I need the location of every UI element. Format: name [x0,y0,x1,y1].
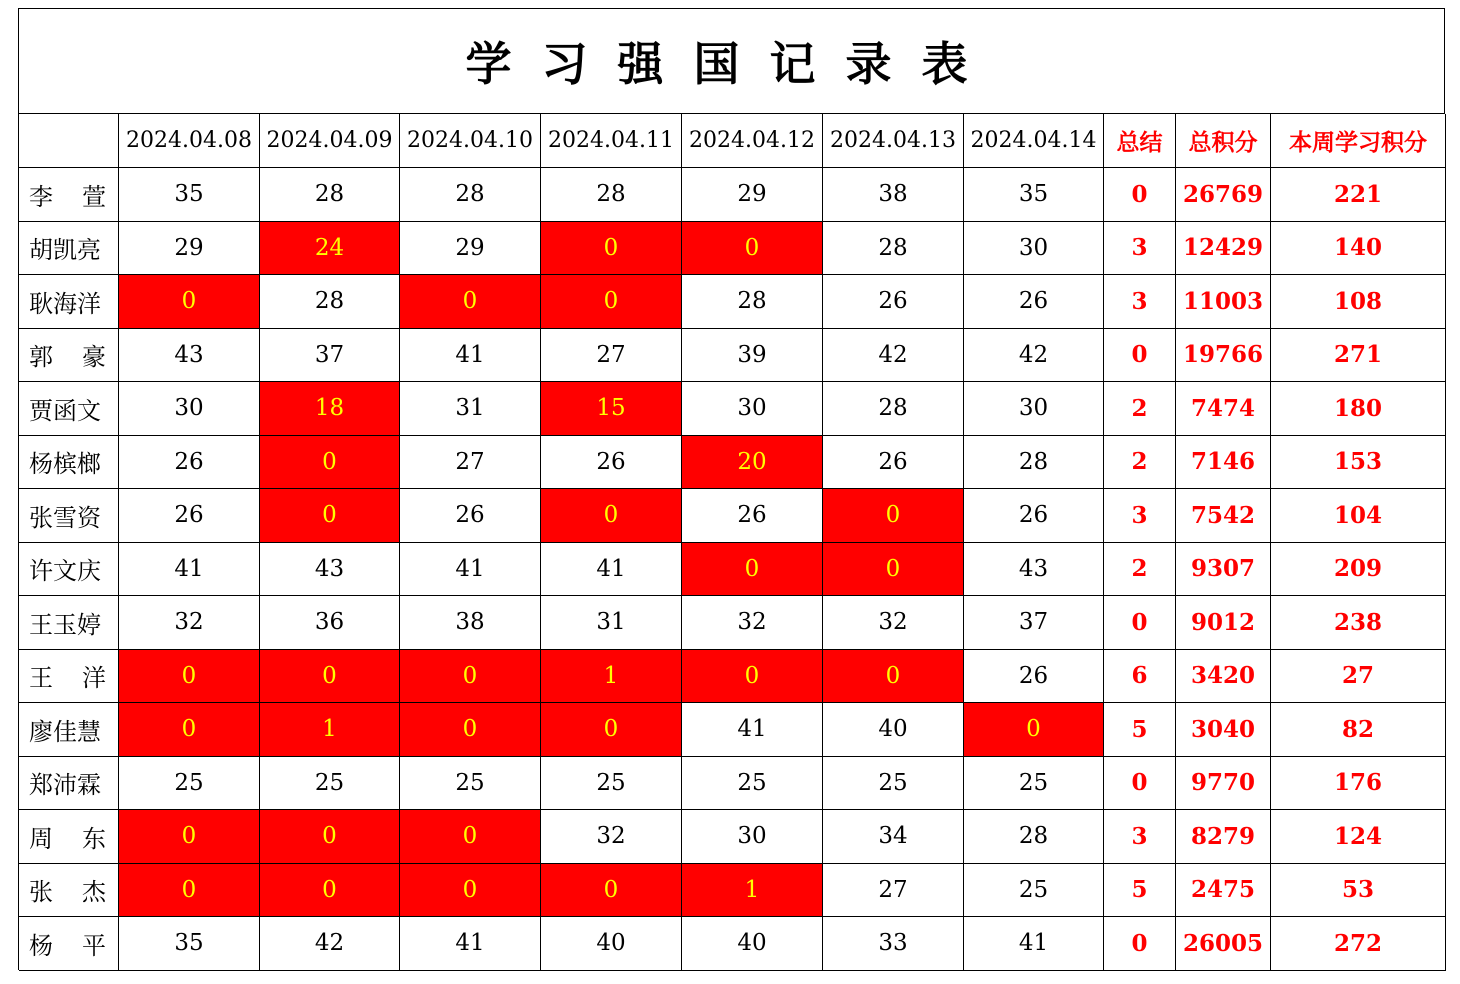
daily-score-cell: 25 [682,757,823,811]
daily-score-cell: 26 [964,650,1104,704]
header-date-7: 2024.04.14 [964,114,1104,168]
record-table [19,114,1446,971]
summary-cell: 3 [1104,222,1176,276]
row-name: 王玉婷 [19,596,119,650]
header-week-points: 本周学习积分 [1271,114,1446,168]
daily-score-cell: 37 [964,596,1104,650]
daily-score-cell: 34 [823,810,964,864]
daily-score-cell: 28 [260,168,400,222]
daily-score-cell: 0 [682,650,823,704]
daily-score-cell: 31 [400,382,541,436]
name-char: 洋 [82,664,106,693]
row-name [19,168,119,222]
summary-cell: 0 [1104,168,1176,222]
header-date-2: 2024.04.09 [260,114,400,168]
summary-cell: 0 [1104,917,1176,971]
daily-score-cell: 41 [119,543,260,597]
row-name [19,810,119,864]
daily-score-cell: 30 [682,382,823,436]
daily-score-cell: 30 [964,222,1104,276]
daily-score-cell: 32 [682,596,823,650]
summary-cell: 3 [1104,489,1176,543]
daily-score-cell: 43 [964,543,1104,597]
daily-score-cell: 42 [260,917,400,971]
daily-score-cell: 29 [119,222,260,276]
daily-score-cell: 28 [541,168,682,222]
daily-score-cell: 0 [541,222,682,276]
daily-score-cell: 0 [541,275,682,329]
summary-cell: 6 [1104,650,1176,704]
summary-cell: 0 [1104,757,1176,811]
row-name: 耿海洋 [19,275,119,329]
daily-score-cell: 25 [119,757,260,811]
daily-score-cell: 0 [541,864,682,918]
daily-score-cell: 26 [964,489,1104,543]
daily-score-cell: 0 [119,703,260,757]
daily-score-cell: 41 [400,329,541,383]
daily-score-cell: 0 [823,543,964,597]
daily-score-cell: 0 [260,810,400,864]
daily-score-cell: 27 [823,864,964,918]
week-points-cell: 82 [1271,703,1446,757]
name-char: 张 [29,878,53,907]
daily-score-cell: 42 [964,329,1104,383]
daily-score-cell: 25 [964,864,1104,918]
daily-score-cell: 26 [964,275,1104,329]
daily-score-cell: 28 [682,275,823,329]
row-name [19,864,119,918]
row-name: 杨槟榔 [19,436,119,490]
daily-score-cell: 36 [260,596,400,650]
daily-score-cell: 0 [682,543,823,597]
total-points-cell: 7474 [1176,382,1271,436]
daily-score-cell: 26 [541,436,682,490]
summary-cell: 2 [1104,543,1176,597]
header-date-3: 2024.04.10 [400,114,541,168]
daily-score-cell: 41 [964,917,1104,971]
daily-score-cell: 0 [400,864,541,918]
week-points-cell: 238 [1271,596,1446,650]
summary-cell: 3 [1104,275,1176,329]
daily-score-cell: 24 [260,222,400,276]
daily-score-cell: 0 [119,650,260,704]
daily-score-cell: 0 [400,810,541,864]
daily-score-cell: 40 [682,917,823,971]
daily-score-cell: 41 [400,917,541,971]
daily-score-cell: 30 [682,810,823,864]
daily-score-cell: 37 [260,329,400,383]
name-char: 杨 [29,931,53,960]
daily-score-cell: 25 [823,757,964,811]
row-name: 许文庆 [19,543,119,597]
daily-score-cell: 0 [541,489,682,543]
daily-score-cell: 0 [823,489,964,543]
daily-score-cell: 29 [682,168,823,222]
total-points-cell: 11003 [1176,275,1271,329]
week-points-cell: 53 [1271,864,1446,918]
week-points-cell: 209 [1271,543,1446,597]
summary-cell: 3 [1104,810,1176,864]
daily-score-cell: 32 [119,596,260,650]
daily-score-cell: 43 [119,329,260,383]
daily-score-cell: 0 [260,864,400,918]
total-points-cell: 3040 [1176,703,1271,757]
daily-score-cell: 0 [400,275,541,329]
summary-cell: 5 [1104,864,1176,918]
daily-score-cell: 26 [119,436,260,490]
daily-score-cell: 1 [260,703,400,757]
row-name: 张雪资 [19,489,119,543]
daily-score-cell: 25 [541,757,682,811]
header-date-5: 2024.04.12 [682,114,823,168]
daily-score-cell: 15 [541,382,682,436]
daily-score-cell: 0 [119,810,260,864]
daily-score-cell: 32 [823,596,964,650]
daily-score-cell: 25 [964,757,1104,811]
row-name: 廖佳慧 [19,703,119,757]
daily-score-cell: 28 [964,810,1104,864]
summary-cell: 0 [1104,329,1176,383]
daily-score-cell: 28 [400,168,541,222]
daily-score-cell: 43 [260,543,400,597]
daily-score-cell: 35 [964,168,1104,222]
header-corner-cell [19,114,119,168]
row-name: 胡凯亮 [19,222,119,276]
row-name: 贾函文 [19,382,119,436]
daily-score-cell: 18 [260,382,400,436]
daily-score-cell: 41 [400,543,541,597]
week-points-cell: 272 [1271,917,1446,971]
name-char: 王 [29,664,53,693]
daily-score-cell: 20 [682,436,823,490]
daily-score-cell: 38 [823,168,964,222]
header-date-1: 2024.04.08 [119,114,260,168]
name-char: 李 [29,182,53,211]
week-points-cell: 180 [1271,382,1446,436]
total-points-cell: 9770 [1176,757,1271,811]
sheet-title: 学习强国记录表 [19,9,1445,114]
week-points-cell: 104 [1271,489,1446,543]
daily-score-cell: 0 [260,650,400,704]
daily-score-cell: 28 [964,436,1104,490]
daily-score-cell: 42 [823,329,964,383]
daily-score-cell: 1 [541,650,682,704]
daily-score-cell: 25 [400,757,541,811]
week-points-cell: 221 [1271,168,1446,222]
total-points-cell: 9307 [1176,543,1271,597]
daily-score-cell: 41 [682,703,823,757]
daily-score-cell: 38 [400,596,541,650]
total-points-cell: 12429 [1176,222,1271,276]
summary-cell: 2 [1104,436,1176,490]
total-points-cell: 3420 [1176,650,1271,704]
daily-score-cell: 26 [119,489,260,543]
daily-score-cell: 35 [119,917,260,971]
daily-score-cell: 0 [260,436,400,490]
name-char: 萱 [82,182,106,211]
daily-score-cell: 41 [541,543,682,597]
header-summary: 总结 [1104,114,1176,168]
total-points-cell: 9012 [1176,596,1271,650]
total-points-cell: 26769 [1176,168,1271,222]
daily-score-cell: 28 [823,222,964,276]
total-points-cell: 8279 [1176,810,1271,864]
daily-score-cell: 28 [260,275,400,329]
header-total-points: 总积分 [1176,114,1271,168]
daily-score-cell: 40 [541,917,682,971]
daily-score-cell: 31 [541,596,682,650]
daily-score-cell: 28 [823,382,964,436]
daily-score-cell: 29 [400,222,541,276]
row-name [19,650,119,704]
total-points-cell: 26005 [1176,917,1271,971]
name-char: 豪 [82,343,106,372]
daily-score-cell: 0 [119,275,260,329]
name-char: 郭 [29,343,53,372]
daily-score-cell: 26 [823,275,964,329]
summary-cell: 2 [1104,382,1176,436]
record-sheet [18,8,1445,970]
week-points-cell: 140 [1271,222,1446,276]
daily-score-cell: 0 [119,864,260,918]
total-points-cell: 19766 [1176,329,1271,383]
daily-score-cell: 27 [400,436,541,490]
daily-score-cell: 25 [260,757,400,811]
daily-score-cell: 26 [682,489,823,543]
daily-score-cell: 26 [400,489,541,543]
daily-score-cell: 26 [823,436,964,490]
week-points-cell: 153 [1271,436,1446,490]
summary-cell: 0 [1104,596,1176,650]
total-points-cell: 2475 [1176,864,1271,918]
summary-cell: 5 [1104,703,1176,757]
daily-score-cell: 0 [400,703,541,757]
daily-score-cell: 0 [682,222,823,276]
total-points-cell: 7146 [1176,436,1271,490]
row-name: 郑沛霖 [19,757,119,811]
header-date-4: 2024.04.11 [541,114,682,168]
daily-score-cell: 30 [119,382,260,436]
name-char: 杰 [82,878,106,907]
daily-score-cell: 27 [541,329,682,383]
week-points-cell: 271 [1271,329,1446,383]
week-points-cell: 27 [1271,650,1446,704]
row-name [19,329,119,383]
daily-score-cell: 0 [400,650,541,704]
header-date-6: 2024.04.13 [823,114,964,168]
daily-score-cell: 0 [964,703,1104,757]
daily-score-cell: 40 [823,703,964,757]
daily-score-cell: 1 [682,864,823,918]
row-name [19,917,119,971]
daily-score-cell: 0 [823,650,964,704]
name-char: 平 [82,931,106,960]
total-points-cell: 7542 [1176,489,1271,543]
week-points-cell: 108 [1271,275,1446,329]
week-points-cell: 176 [1271,757,1446,811]
daily-score-cell: 30 [964,382,1104,436]
daily-score-cell: 0 [541,703,682,757]
daily-score-cell: 33 [823,917,964,971]
name-char: 东 [82,824,106,853]
daily-score-cell: 39 [682,329,823,383]
daily-score-cell: 32 [541,810,682,864]
week-points-cell: 124 [1271,810,1446,864]
daily-score-cell: 0 [260,489,400,543]
name-char: 周 [29,824,53,853]
daily-score-cell: 35 [119,168,260,222]
